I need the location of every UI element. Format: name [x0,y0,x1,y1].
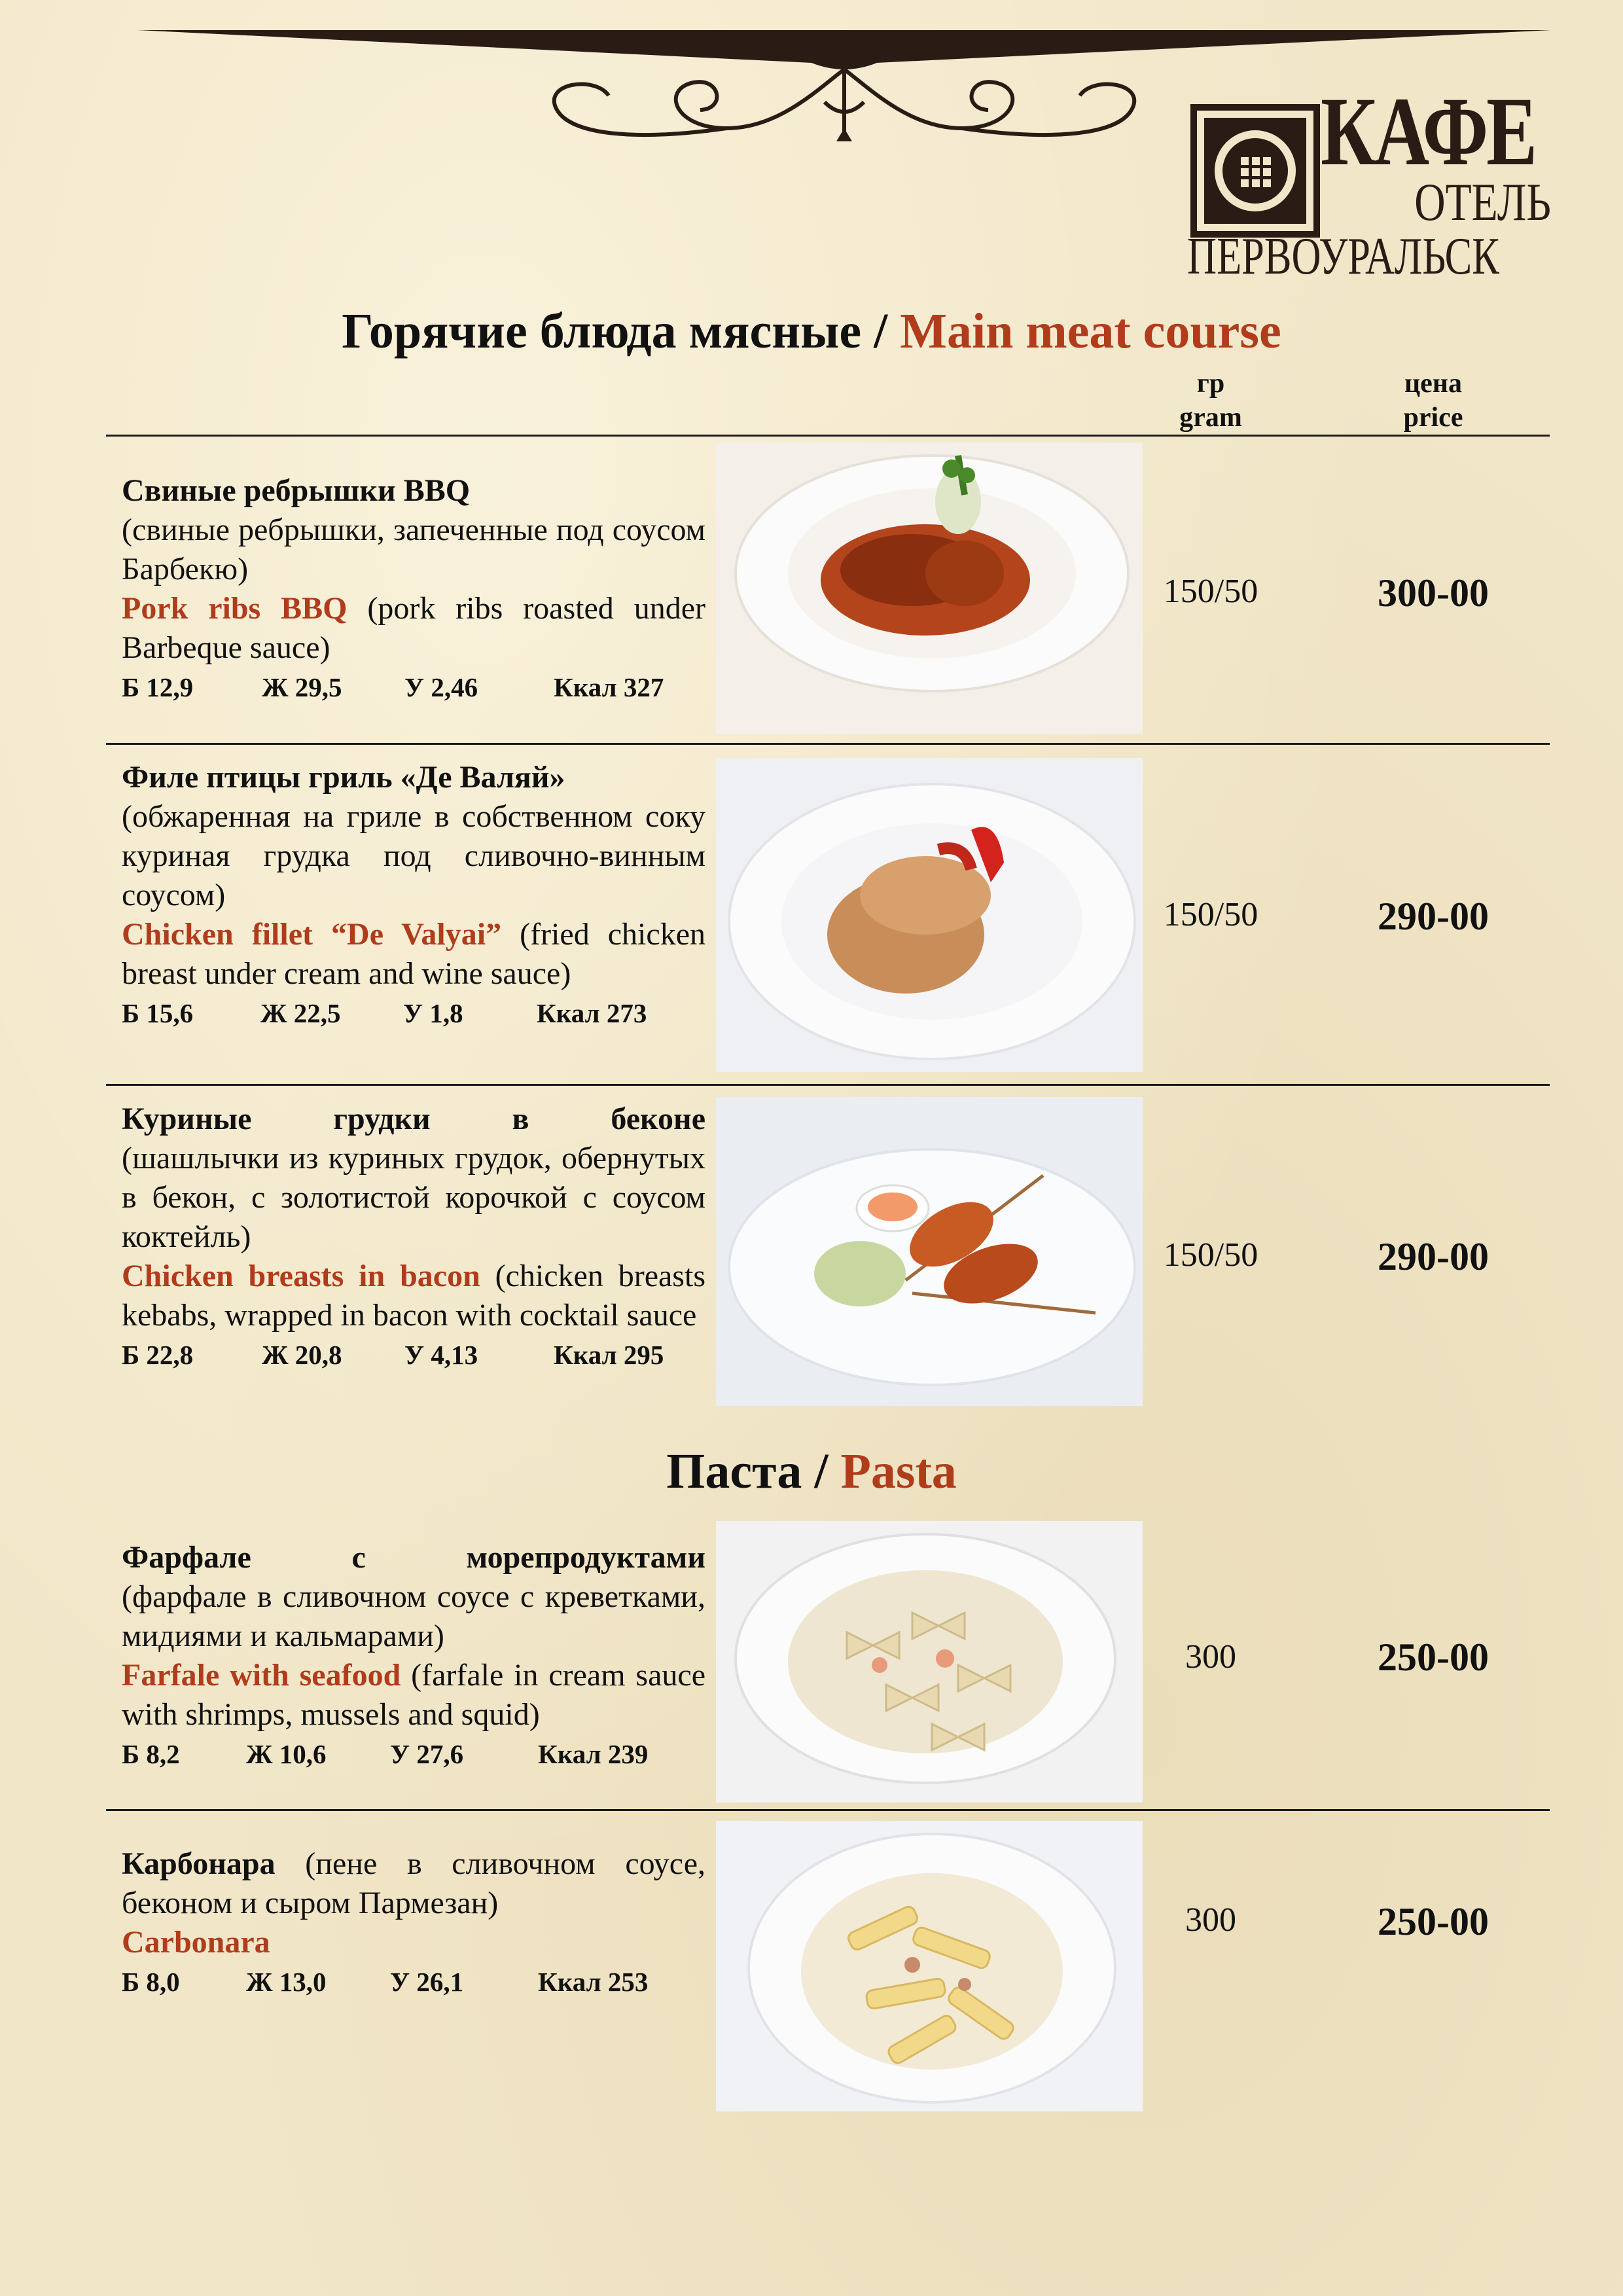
cafe-logo [1187,77,1551,285]
logo-cafe-text: КАФЕ [1321,77,1536,186]
nutrition-info [122,1335,705,1374]
protein-value: Б 12,9 [122,672,194,702]
menu-item [122,758,705,1033]
section-title-en: Main meat course [900,304,1281,359]
chicken-fillet-photo [716,758,1143,1072]
item-price: 300-00 [1378,571,1489,615]
item-weight: 150/50 [1163,573,1258,610]
menu-item [122,471,705,707]
chicken-bacon-photo [716,1097,1143,1406]
farfale-photo [716,1521,1143,1803]
section-title-en: Pasta [840,1444,957,1499]
item-name-ru: Карбонара [122,1846,276,1881]
section-title-meat [0,304,1623,359]
protein-value: Б 8,0 [122,1967,180,1997]
item-price: 290-00 [1378,895,1489,938]
item-name-ru: Филе птицы гриль «Де Валяй» [122,760,565,795]
column-header-weight [1139,367,1283,435]
calories-value: Ккал 239 [538,1739,649,1769]
item-name-en: Farfale with seafood [122,1658,401,1693]
item-desc-ru: (фарфале в сливочном соусе с креветками, мидиями и кальмарами) [122,1579,705,1653]
nutrition-info [122,668,705,707]
item-desc-ru: (шашлычки из куриных грудок, обернутых в бекон, с золотистой корочкой с соусом коктейль) [122,1141,705,1254]
column-header-price [1361,367,1505,435]
item-name-ru: Фарфале с морепродуктами [122,1540,705,1575]
item-name-en: Chicken breasts in bacon [122,1259,480,1293]
item-name-ru: Свиные ребрышки BBQ [122,473,471,508]
nutrition-info [122,1734,705,1774]
fat-value: Ж 10,6 [246,1739,327,1769]
weight-header-ru: гр [1196,368,1225,399]
item-desc-en: (farfale in cream sauce with shrimps, mussels and squid) [122,1658,705,1732]
item-divider [106,743,1550,745]
menu-item [122,1844,705,2001]
menu-item [122,1100,705,1374]
item-name-ru: Куриные грудки в беконе [122,1102,705,1136]
menu-item [122,1538,705,1774]
fat-value: Ж 13,0 [246,1967,327,1997]
item-divider [106,1084,1550,1086]
logo-emblem [1190,103,1321,238]
item-weight: 150/50 [1163,896,1258,933]
carbonara-photo [716,1821,1143,2111]
item-name-en: Pork ribs BBQ [122,591,348,626]
protein-value: Б 15,6 [122,998,194,1028]
fat-value: Ж 20,8 [262,1340,342,1370]
price-header-en: price [1403,403,1463,433]
section-title-pasta [0,1444,1623,1499]
item-name-en: Chicken fillet “De Valyai” [122,917,502,952]
logo-city-text: ПЕРВОУРАЛЬСК [1187,228,1499,285]
weight-header-en: gram [1179,403,1242,433]
fat-value: Ж 29,5 [262,672,342,702]
item-name-en: Carbonara [122,1925,270,1960]
item-desc-ru: (пене в сливочном соусе, беконом и сыром Пармезан) [122,1846,705,1920]
calories-value: Ккал 295 [554,1340,664,1370]
item-weight: 300 [1185,1901,1236,1939]
nutrition-info [122,1962,705,2001]
item-desc-en: (pork ribs roasted under Barbeque sauce) [122,591,705,665]
carbs-value: У 26,1 [390,1967,464,1997]
item-price: 250-00 [1378,1636,1489,1679]
item-price: 250-00 [1378,1900,1489,1943]
pork-ribs-photo [716,442,1143,734]
header-divider [106,435,1550,437]
item-desc-en: (chicken breasts kebabs, wrapped in bacon with cocktail sauce [122,1259,705,1333]
item-divider [106,1809,1550,1811]
item-desc-ru: (обжаренная на гриле в собственном соку куриная грудка под сливочно-винным соусом) [122,799,705,912]
carbs-value: У 1,8 [403,998,463,1028]
carbs-value: У 27,6 [390,1739,464,1769]
price-header-ru: цена [1404,368,1463,399]
calories-value: Ккал 273 [537,998,647,1028]
carbs-value: У 2,46 [404,672,478,702]
calories-value: Ккал 327 [554,672,664,702]
section-title-ru: Паста / [666,1444,841,1499]
nutrition-info [122,994,705,1033]
item-desc-ru: (свиные ребрышки, запеченные под соусом Барбекю) [122,512,705,586]
logo-hotel-text: ОТЕЛЬ [1414,172,1551,232]
calories-value: Ккал 253 [538,1967,649,1997]
item-weight: 300 [1185,1638,1236,1676]
item-weight: 150/50 [1163,1236,1258,1274]
protein-value: Б 8,2 [122,1739,180,1769]
carbs-value: У 4,13 [404,1340,478,1370]
protein-value: Б 22,8 [122,1340,194,1370]
item-desc-en: (fried chicken breast under cream and wine sauce) [122,917,705,991]
item-price: 290-00 [1378,1235,1489,1278]
section-title-ru: Горячие блюда мясные / [342,304,901,359]
fat-value: Ж 22,5 [260,998,341,1028]
